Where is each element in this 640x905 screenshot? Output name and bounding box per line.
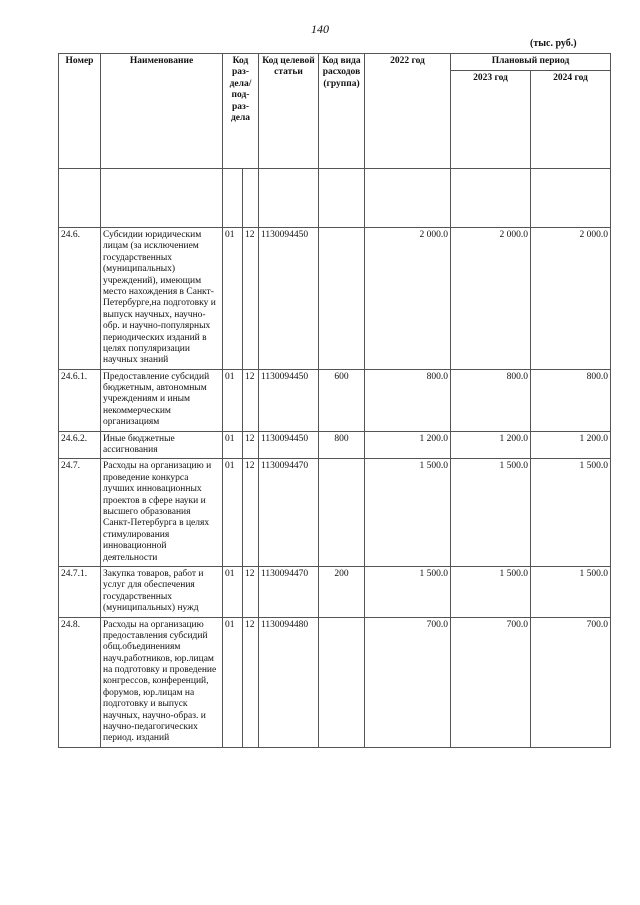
row-subsection: 12 xyxy=(243,431,259,459)
row-2022: 1 200.0 xyxy=(365,431,451,459)
row-section: 01 xyxy=(223,617,243,747)
row-number: 24.8. xyxy=(59,617,101,747)
row-2023: 1 500.0 xyxy=(451,566,531,617)
row-section: 01 xyxy=(223,459,243,567)
row-2024: 1 500.0 xyxy=(531,459,611,567)
row-number: 24.7. xyxy=(59,459,101,567)
row-number: 24.6.2. xyxy=(59,431,101,459)
row-expense-type xyxy=(319,459,365,567)
row-section: 01 xyxy=(223,431,243,459)
table-row xyxy=(59,566,611,617)
row-target: 1130094470 xyxy=(259,459,319,567)
row-2024: 700.0 xyxy=(531,617,611,747)
table-row xyxy=(59,431,611,459)
row-expense-type xyxy=(319,228,365,370)
row-subsection: 12 xyxy=(243,369,259,431)
header-year-2024: 2024 год xyxy=(531,71,611,169)
row-2022: 2 000.0 xyxy=(365,228,451,370)
row-2023: 2 000.0 xyxy=(451,228,531,370)
row-number: 24.7.1. xyxy=(59,566,101,617)
table-row xyxy=(59,369,611,431)
row-2024: 1 200.0 xyxy=(531,431,611,459)
row-2022: 800.0 xyxy=(365,369,451,431)
row-2024: 2 000.0 xyxy=(531,228,611,370)
row-target: 1130094450 xyxy=(259,431,319,459)
page-number: 140 xyxy=(311,22,329,36)
row-2023: 800.0 xyxy=(451,369,531,431)
row-section: 01 xyxy=(223,228,243,370)
header-row xyxy=(59,54,611,71)
table-row xyxy=(59,228,611,370)
row-target: 1130094480 xyxy=(259,617,319,747)
header-planning-period: Плановый период xyxy=(451,54,611,71)
row-2024: 800.0 xyxy=(531,369,611,431)
header-section-code: Код раз-дела/ под-раз-дела xyxy=(223,54,259,169)
units-label: (тыс. руб.) xyxy=(530,38,577,49)
row-name: Предоставление субсидий бюджетным, автономным учреждениям и иным некоммерческим организациям xyxy=(101,369,223,431)
row-expense-type: 200 xyxy=(319,566,365,617)
row-2024: 1 500.0 xyxy=(531,566,611,617)
table-row xyxy=(59,459,611,567)
row-target: 1130094450 xyxy=(259,228,319,370)
row-2023: 700.0 xyxy=(451,617,531,747)
row-section: 01 xyxy=(223,369,243,431)
row-2023: 1 200.0 xyxy=(451,431,531,459)
header-name: Наименование xyxy=(101,54,223,169)
row-subsection: 12 xyxy=(243,228,259,370)
row-expense-type xyxy=(319,617,365,747)
row-name: Расходы на организацию и проведение конкурса лучших инновационных проектов в сфере науки и высшего образования Санкт-Петербурга в целях стимулирования инновационной деятельности xyxy=(101,459,223,567)
row-number: 24.6. xyxy=(59,228,101,370)
header-number: Номер xyxy=(59,54,101,169)
row-2022: 700.0 xyxy=(365,617,451,747)
row-name: Иные бюджетные ассигнования xyxy=(101,431,223,459)
row-name: Субсидии юридическим лицам (за исключением государственных (муниципальных) учреждений), имеющим место нахождения в Санкт-Петербурге,на подготовку и выпуск научных, научно-обр. и научно-популярных периодических изданий в целях популяризации научных знаний xyxy=(101,228,223,370)
row-target: 1130094470 xyxy=(259,566,319,617)
row-name: Расходы на организацию предоставления субсидий общ.объединениям науч.работников, юр.лицам на подготовку и проведение конгрессов, конференций, форумов, юр.лицам на подготовку и выпуск научных, научно-образ. и научно-педагогических период. изданий xyxy=(101,617,223,747)
header-year-2023: 2023 год xyxy=(451,71,531,169)
table-row xyxy=(59,617,611,747)
row-expense-type: 800 xyxy=(319,431,365,459)
header-expense-type-code: Код вида расходов (группа) xyxy=(319,54,365,169)
row-number: 24.6.1. xyxy=(59,369,101,431)
row-subsection: 12 xyxy=(243,617,259,747)
budget-table xyxy=(58,53,611,748)
row-expense-type: 600 xyxy=(319,369,365,431)
row-2022: 1 500.0 xyxy=(365,566,451,617)
row-subsection: 12 xyxy=(243,566,259,617)
row-2022: 1 500.0 xyxy=(365,459,451,567)
header-target-code: Код целевой статьи xyxy=(259,54,319,169)
spacer-row xyxy=(59,169,611,228)
row-2023: 1 500.0 xyxy=(451,459,531,567)
header-year-2022: 2022 год xyxy=(365,54,451,169)
row-target: 1130094450 xyxy=(259,369,319,431)
row-subsection: 12 xyxy=(243,459,259,567)
row-name: Закупка товаров, работ и услуг для обеспечения государственных (муниципальных) нужд xyxy=(101,566,223,617)
row-section: 01 xyxy=(223,566,243,617)
